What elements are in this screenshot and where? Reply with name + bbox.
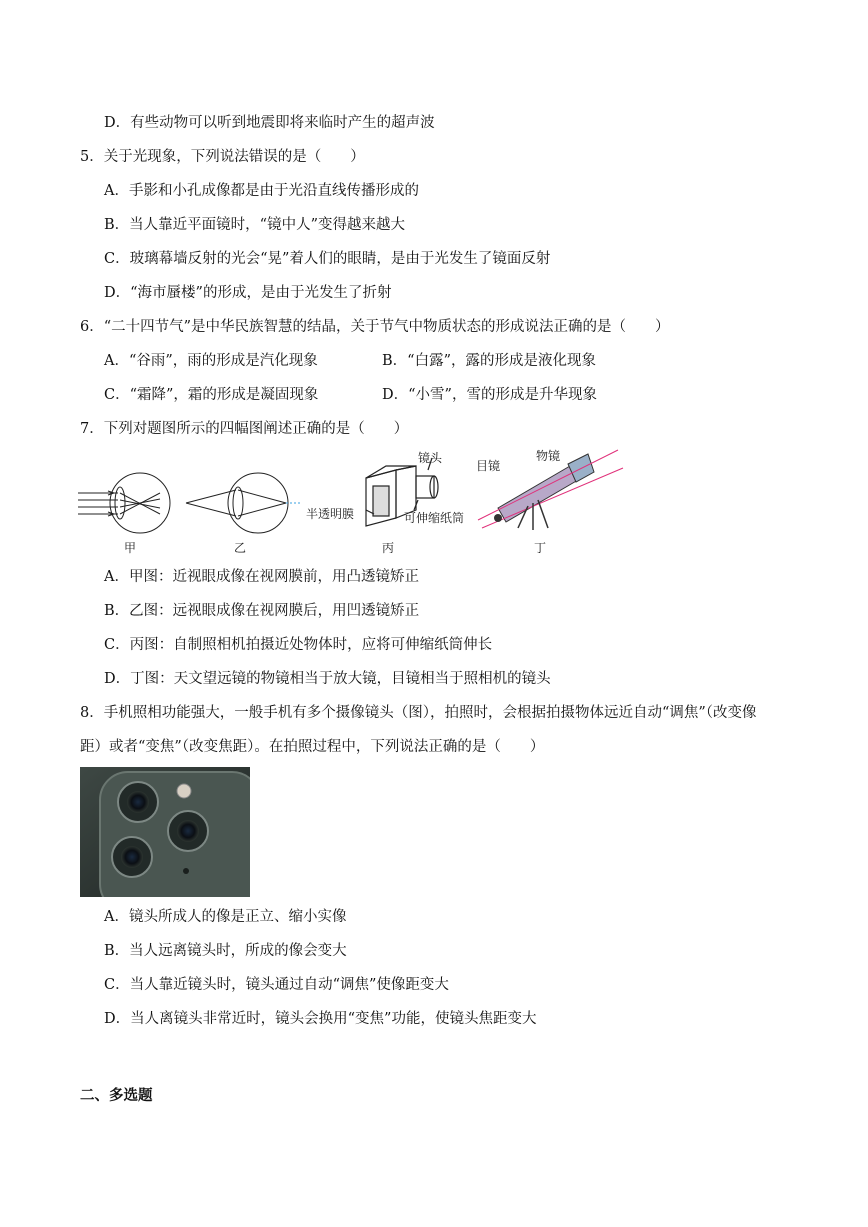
q5-option-b: B．当人靠近平面镜时，“镜中人”变得越来越大 — [104, 217, 405, 233]
label-film: 半透明膜 — [306, 507, 355, 521]
label-eyepiece: 目镜 — [476, 459, 501, 473]
caption-jia: 甲 — [124, 541, 137, 555]
q6-option-d: D．“小雪”，雪的形成是升华现象 — [382, 387, 597, 403]
phone-camera-photo — [80, 767, 250, 897]
label-objective: 物镜 — [536, 449, 561, 463]
label-lens: 镜头 — [418, 451, 443, 465]
q7-option-d: D．丁图：天文望远镜的物镜相当于放大镜，目镜相当于照相机的镜头 — [104, 671, 551, 687]
section-title-multiple-choice: 二、多选题 — [80, 1088, 153, 1104]
q6-option-c: C．“霜降”，霜的形成是凝固现象 — [104, 387, 319, 403]
q5-option-c: C．玻璃幕墙反射的光会“晃”着人们的眼睛，是由于光发生了镜面反射 — [104, 251, 551, 267]
q5-option-a: A．手影和小孔成像都是由于光沿直线传播形成的 — [104, 183, 419, 199]
q8-option-a: A．镜头所成人的像是正立、缩小实像 — [104, 909, 347, 925]
q8-stem-line1: 8．手机照相功能强大，一般手机有多个摄像镜头（图），拍照时，会根据拍摄物体远近自动“调焦”（改变像 — [80, 705, 757, 721]
caption-ding: 丁 — [534, 541, 547, 555]
q8-option-b: B．当人远离镜头时，所成的像会变大 — [104, 943, 347, 959]
q4-option-d: D．有些动物可以听到地震即将来临时产生的超声波 — [104, 115, 435, 131]
q7-option-c: C．丙图：自制照相机拍摄近处物体时，应将可伸缩纸筒伸长 — [104, 637, 493, 653]
q7-option-b: B．乙图：远视眼成像在视网膜后，用凹透镜矫正 — [104, 603, 420, 619]
eye-diagram-yi — [186, 473, 300, 533]
q6-option-a: A．“谷雨”，雨的形成是汽化现象 — [104, 353, 318, 369]
eye-diagram-jia — [78, 473, 170, 533]
q7-figure — [78, 448, 638, 558]
label-tube: 可伸缩纸筒 — [404, 511, 465, 525]
q5-stem: 5．关于光现象，下列说法错误的是（ ） — [80, 149, 365, 165]
caption-yi: 乙 — [234, 541, 247, 555]
q7-stem: 7．下列对题图所示的四幅图阐述正确的是（ ） — [80, 421, 409, 437]
q8-option-d: D．当人离镜头非常近时，镜头会换用“变焦”功能，使镜头焦距变大 — [104, 1011, 537, 1027]
q5-option-d: D．“海市蜃楼”的形成，是由于光发生了折射 — [104, 285, 392, 301]
caption-bing: 丙 — [382, 541, 395, 555]
q8-stem-line2: 距）或者“变焦”（改变焦距）。在拍照过程中，下列说法正确的是（ ） — [80, 739, 545, 755]
q6-option-b: B．“白露”，露的形成是液化现象 — [382, 353, 596, 369]
q7-option-a: A．甲图：近视眼成像在视网膜前，用凸透镜矫正 — [104, 569, 419, 585]
q8-option-c: C．当人靠近镜头时，镜头通过自动“调焦”使像距变大 — [104, 977, 449, 993]
q6-stem: 6．“二十四节气”是中华民族智慧的结晶，关于节气中物质状态的形成说法正确的是（ ） — [80, 319, 670, 335]
